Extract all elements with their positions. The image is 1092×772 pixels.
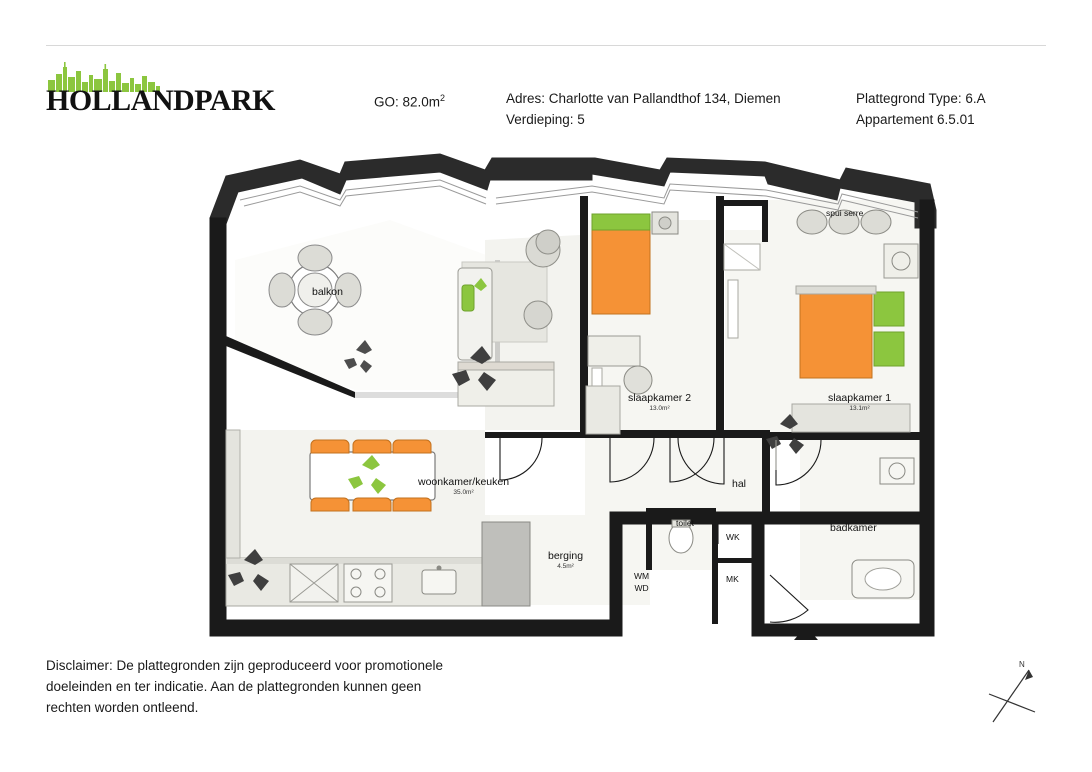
logo-word-holland: HOLLAND	[46, 84, 195, 117]
wall-wk-left	[712, 512, 718, 624]
gross-area-block	[374, 88, 445, 113]
address-line: Adres: Charlotte van Pallandthof 134, Diemen	[506, 91, 781, 106]
logo-wordmark	[46, 84, 275, 118]
page-header	[46, 56, 1046, 127]
room-label-spui-serre: spui serre	[826, 208, 864, 218]
wall-bedroom2-right	[716, 196, 724, 436]
room-label-slaapkamer1: slaapkamer 1 13.1m²	[828, 392, 892, 412]
gross-area-sup: 2	[440, 93, 446, 103]
compass-icon	[985, 660, 1049, 732]
room-label-balkon: balkon	[312, 286, 343, 298]
marker-mk: MK	[726, 574, 739, 584]
wall-bath-left	[762, 436, 770, 516]
floorplan-drawing	[140, 140, 970, 650]
wall-toilet-right	[646, 512, 652, 570]
floor-line: Verdieping: 5	[506, 112, 585, 127]
brand-logo	[46, 62, 275, 118]
room-label-woonkamer: woonkamer/keuken 35.0m²	[418, 476, 510, 496]
room-label-toilet: toilet	[676, 518, 694, 528]
header-divider-top	[46, 45, 1046, 46]
room-label-slaapkamer2: slaapkamer 2 13.0m²	[628, 392, 692, 412]
compass-north-label: N	[1019, 660, 1025, 669]
room-label-hal: hal	[732, 478, 747, 490]
marker-wm-wd: WM WD	[634, 571, 650, 593]
dining-set	[310, 440, 435, 511]
plan-type-line: Plattegrond Type: 6.A	[856, 91, 986, 106]
compass-rose	[985, 660, 1049, 732]
wall-wk-split	[712, 558, 764, 563]
gross-area-label: GO: 82.0m	[374, 94, 441, 110]
room-label-badkamer: badkamer	[830, 522, 877, 534]
wall-serre-edge	[762, 200, 768, 242]
plan-type-block	[856, 88, 986, 130]
address-block	[506, 88, 781, 130]
wall-toilet-top	[646, 508, 716, 514]
wall-bath-top	[770, 432, 925, 440]
room-label-berging: berging 4.5m²	[548, 550, 584, 570]
disclaimer-text: Disclaimer: De plattegronden zijn geproduceerd voor promotionele doeleinden en ter indicatie. Aan de plattegronden kunnen geen rechten worden ontleend.	[46, 658, 443, 715]
logo-word-park: PARK	[194, 84, 275, 117]
apartment-line: Appartement 6.5.01	[856, 112, 975, 127]
marker-wk: WK	[726, 532, 740, 542]
wall-serre-left	[716, 200, 764, 206]
